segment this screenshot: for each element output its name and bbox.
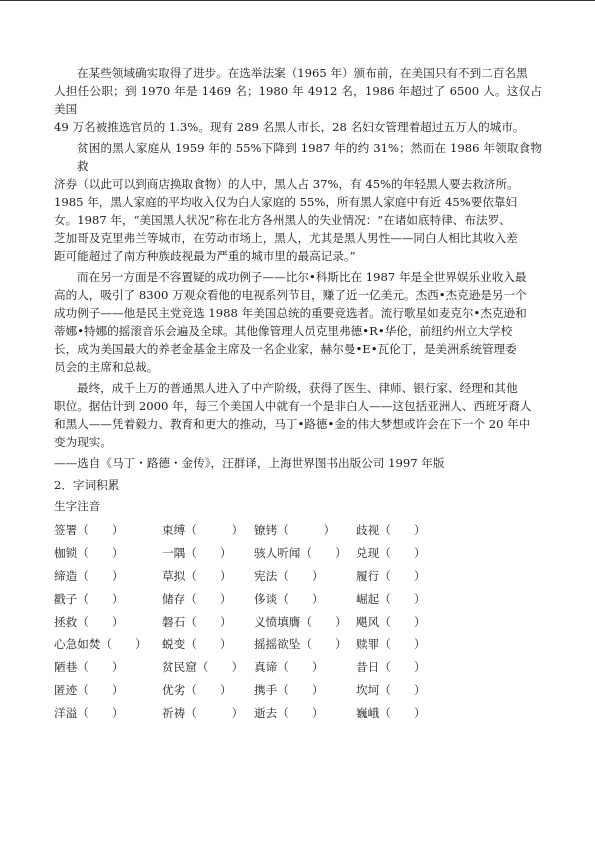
vocab-item: 一隅（ ）	[162, 546, 232, 561]
vocab-item: 缔造（ ）	[54, 568, 124, 583]
paragraph-list	[54, 64, 542, 451]
section-title: 2．字词积累	[54, 478, 120, 492]
subsection-title: 生字注音	[54, 499, 101, 513]
vocab-item: 陋巷（ ）	[54, 660, 124, 675]
vocab-item: 心急如焚（ ）	[54, 637, 147, 652]
paragraph-line: 在某些领域确实取得了进步。在选举法案（1965 年）颁布前，在美国只有不到二百名黑	[77, 66, 528, 80]
vocab-row	[54, 519, 542, 542]
vocab-item: 束缚（ ）	[162, 523, 244, 538]
vocab-item: 祈祷（ ）	[162, 705, 244, 720]
paragraph	[54, 268, 542, 376]
top-rule	[0, 0, 595, 1]
vocab-item: 巍峨（ ）	[356, 705, 426, 720]
paragraph-line: 贫困的黑人家庭从 1959 年的 55%下降到 1987 年的约 31%；然而在 1986 年领取食物救	[77, 141, 542, 173]
vocab-row	[54, 656, 542, 679]
paragraph-line: 济券（以此可以到商店换取食物）的人中，黑人占 37%，有 45%的年轻黑人要去救济所。	[54, 177, 519, 191]
paragraph-line: 长，成为美国最大的养老金基金主席及一名企业家，赫尔曼•E•瓦伦丁，是美洲系统管理委	[54, 342, 517, 356]
paragraph-line: 员会的主席和总裁。	[54, 360, 159, 374]
vocab-item: 携手（ ）	[254, 682, 324, 697]
vocab-row	[54, 701, 542, 724]
vocab-item: 兑现（ ）	[356, 546, 426, 561]
vocab-item: 储存（ ）	[162, 591, 232, 606]
vocab-row	[54, 542, 542, 565]
vocab-item: 昔日（ ）	[356, 660, 426, 675]
paragraph-line: 人担任公职；到 1970 年是 1469 名；1980 年 4912 名，1986 年超过了 6500 人。这仅占美国	[54, 84, 542, 116]
paragraph-line: 女。1987 年，“美国黑人状况”称在北方各州黑人的失业情况：“在诸如底特律、布法罗、	[54, 213, 511, 227]
paragraph	[54, 139, 542, 265]
vocab-item: 履行（ ）	[356, 568, 426, 583]
paragraph-line: 芝加哥及克里弗兰等城市，在劳动市场上，黑人，尤其是黑人男性——同白人相比其收入差	[54, 231, 518, 245]
paragraph-line: 1985 年，黑人家庭的平均收入仅为白人家庭的 55%，所有黑人家庭中有近 45%要依靠妇	[54, 195, 518, 209]
paragraph-line: 蒂娜•特娜的摇滚音乐会遍及全球。其他像管理人员克里弗德•R•华伦，前纽约州立大学校	[54, 324, 513, 338]
paragraph	[54, 64, 542, 136]
vocab-row	[54, 587, 542, 610]
paragraph-line: 最终，成千上万的普通黑人进入了中产阶级，获得了医生、律师、银行家、经理和其他	[77, 381, 518, 395]
vocab-item: 赎罪（ ）	[356, 637, 426, 652]
paragraph-line: 高的人，吸引了 8300 万观众看他的电视系列节目，赚了近一亿美元。杰西•杰克逊是另一个	[54, 288, 527, 302]
vocab-row	[54, 565, 542, 588]
source-citation: ——选自《马丁・路德・金传》，汪群译，上海世界图书出版公司 1997 年版	[54, 456, 445, 470]
vocab-row	[54, 633, 542, 656]
vocab-item: 洋溢（ ）	[54, 705, 124, 720]
vocab-item: 贫民窟（ ）	[162, 660, 244, 675]
vocab-item: 侈谈（ ）	[254, 591, 324, 606]
paragraph-line: 而在另一方面是不容置疑的成功例子——比尔•科斯比在 1987 年是全世界娱乐业收入最	[77, 270, 527, 284]
paragraph-line: 和黑人——凭着毅力、教育和更大的推动，马丁•路德•金的伟大梦想或许会在下一个 20 年中	[54, 417, 531, 431]
paragraph-line: 49 万名被推选官员的 1.3%。现有 289 名黑人市长，28 名妇女管理着超过五万人的城市。	[54, 120, 525, 134]
vocab-item: 真谛（ ）	[254, 660, 324, 675]
vocab-item: 蜕变（ ）	[162, 637, 232, 652]
vocab-row	[54, 610, 542, 633]
vocab-item: 拯救（ ）	[54, 614, 124, 629]
vocab-item: 逝去（ ）	[254, 705, 324, 720]
vocab-item: 崛起（ ）	[356, 591, 426, 606]
vocab-item: 签署（ ）	[54, 523, 124, 538]
vocab-item: 歧视（ ）	[356, 523, 426, 538]
vocab-item: 草拟（ ）	[162, 568, 232, 583]
vocab-item: 戳子（ ）	[54, 591, 124, 606]
vocabulary-table	[54, 519, 542, 724]
vocab-item: 宪法（ ）	[254, 568, 324, 583]
vocab-item: 镣铐（ ）	[254, 523, 336, 538]
vocab-row	[54, 679, 542, 702]
vocab-item: 摇摇欲坠（ ）	[254, 637, 347, 652]
vocab-item: 枷锁（ ）	[54, 546, 124, 561]
paragraph-line: 成功例子——他是民主党竞选 1988 年美国总统的重要竞选者。流行歌星如麦克尔•杰克逊和	[54, 306, 527, 320]
vocab-item: 优劣（ ）	[162, 682, 232, 697]
paragraph	[54, 379, 542, 451]
vocab-item: 匿迹（ ）	[54, 682, 124, 697]
paragraph-line: 变为现实。	[54, 435, 112, 449]
vocab-item: 骇人听闻（ ）	[254, 546, 347, 561]
vocab-item: 坎坷（ ）	[356, 682, 426, 697]
paragraph-line: 职位。据估计到 2000 年，每三个美国人中就有一个是非白人——这包括亚洲人、西班牙裔人	[54, 399, 532, 413]
paragraph-line: 距可能超过了南方种族歧视最为严重的城市里的最高记录。”	[54, 249, 356, 263]
vocab-item: 飓风（ ）	[356, 614, 426, 629]
article-body	[54, 64, 542, 724]
vocab-item: 义愤填膺（ ）	[254, 614, 347, 629]
vocab-item: 磐石（ ）	[162, 614, 232, 629]
